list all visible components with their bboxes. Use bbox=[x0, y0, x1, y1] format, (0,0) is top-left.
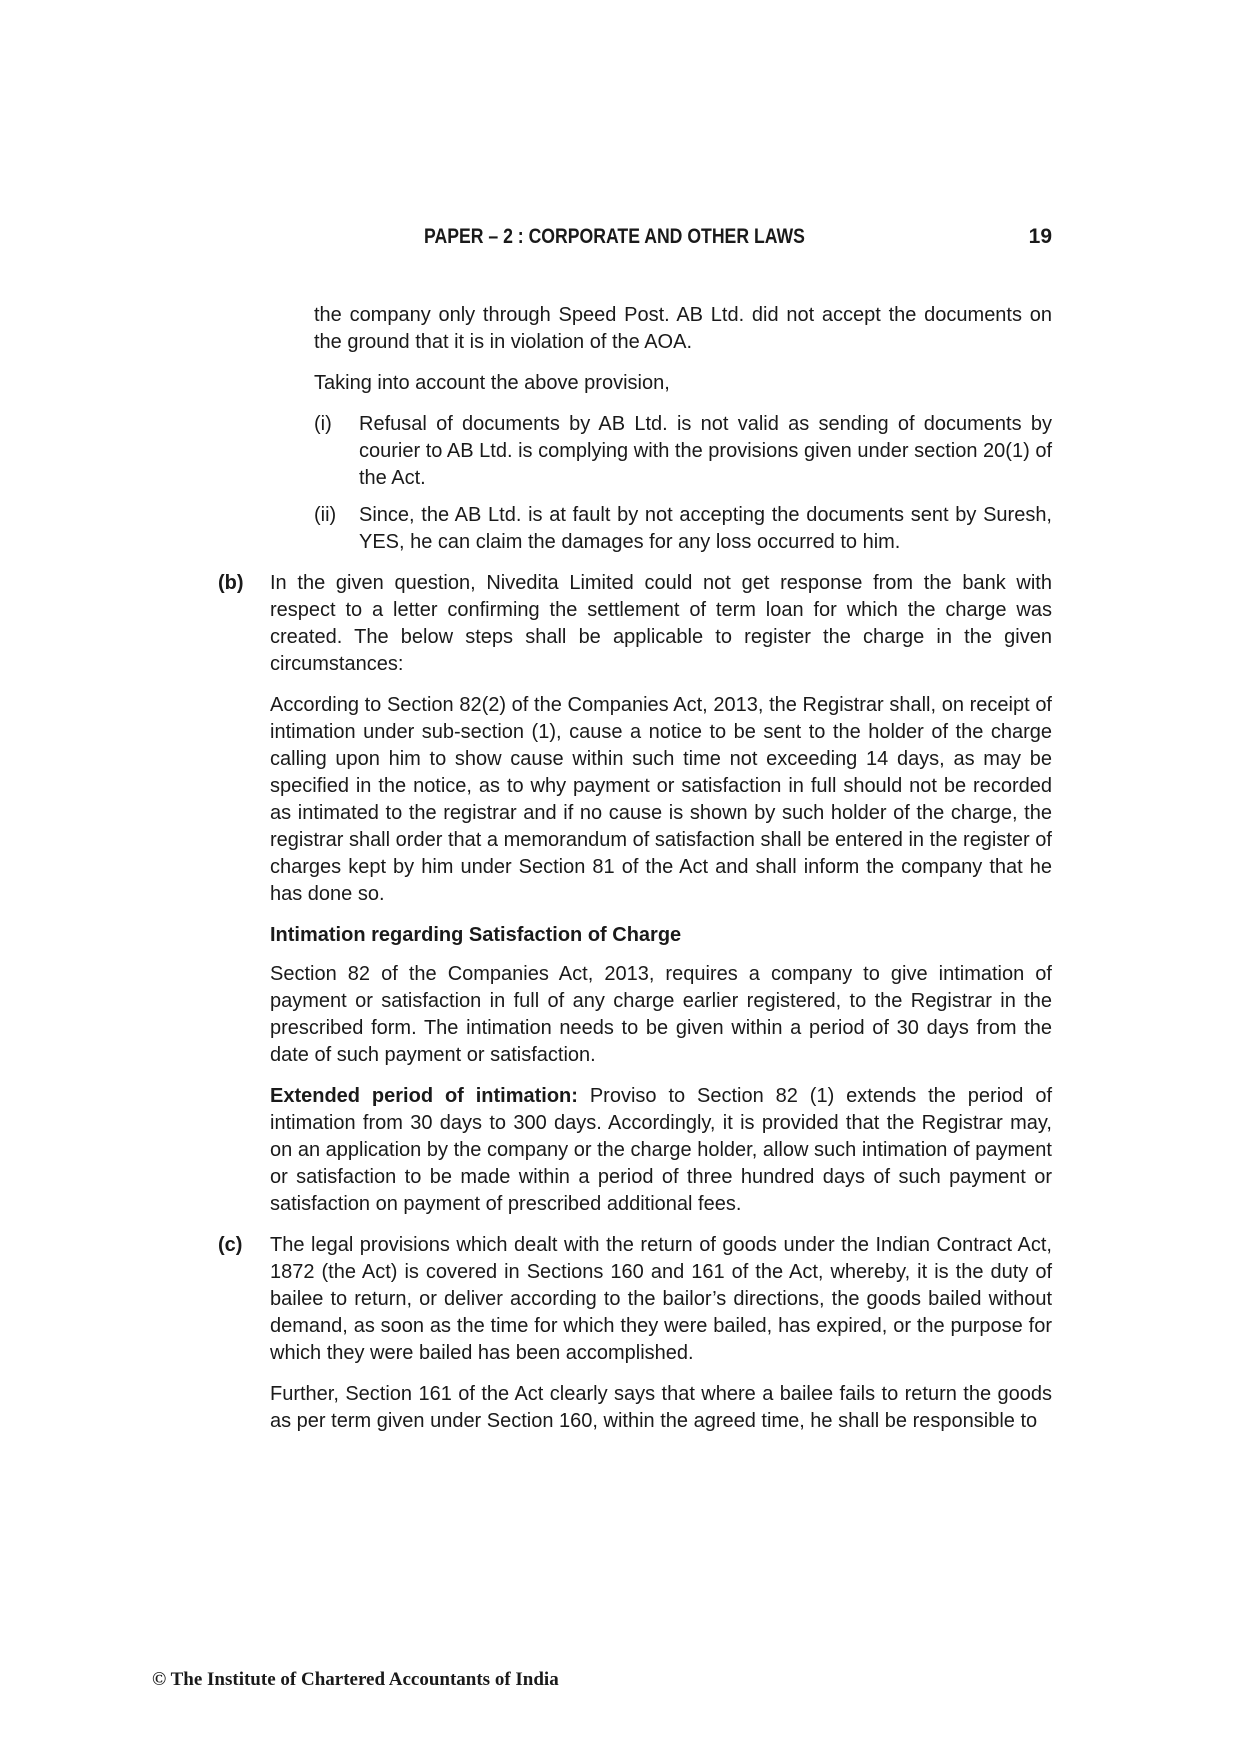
list-marker: (ii) bbox=[314, 504, 337, 526]
copyright-footer: © The Institute of Chartered Accountants of India bbox=[152, 1669, 559, 1690]
list-marker: (i) bbox=[314, 413, 332, 435]
paragraph-bold-lead: Extended period of intimation: bbox=[270, 1085, 578, 1107]
paper-title: PAPER – 2 : CORPORATE AND OTHER LAWS bbox=[424, 225, 805, 248]
section-c-paragraph-2 bbox=[270, 1381, 1052, 1435]
section-c-paragraph-1 bbox=[270, 1232, 1052, 1367]
section-b-paragraph-3 bbox=[270, 961, 1052, 1069]
paragraph-text: According to Section 82(2) of the Companies Act, 2013, the Registrar shall, on receipt of intimation under sub-section (1), cause a notice to be sent to the holder of the charge calling upon him to show cause within such time not exceeding 14 days, as may be specified in the notice, as to why payment or satisfaction in full should not be recorded as intimated to the registrar and if no cause is shown by such holder of the charge, the registrar shall order that a memorandum of satisfaction shall be entered in the register of charges kept by him under Section 81 of the Act and shall inform the company that he has done so. bbox=[270, 694, 1052, 905]
paragraph-text: The legal provisions which dealt with the return of goods under the Indian Contract Act, 1872 (the Act) is covered in Sections 160 and 161 of the Act, whereby, it is the duty of bailee to return, or deliver according to the bailor’s directions, the goods bailed without demand, as soon as the time for which they were bailed, has expired, or the purpose for which they were bailed has been accomplished. bbox=[270, 1234, 1052, 1364]
list-item-text: Since, the AB Ltd. is at fault by not accepting the documents sent by Suresh, YES, he can claim the damages for any loss occurred to him. bbox=[359, 504, 1052, 553]
continuation-paragraph bbox=[314, 302, 1052, 356]
lead-text: Taking into account the above provision, bbox=[314, 372, 670, 394]
section-b-paragraph-4 bbox=[270, 1083, 1052, 1218]
page-number: 19 bbox=[1028, 225, 1052, 248]
paragraph-text: In the given question, Nivedita Limited could not get response from the bank with respect to a letter confirming the settlement of term loan for which the charge was created. The below steps shall be applicable to register the charge in the given circumstances: bbox=[270, 572, 1052, 675]
section-marker: (c) bbox=[218, 1234, 243, 1256]
paragraph-text: Section 82 of the Companies Act, 2013, requires a company to give intimation of payment or satisfaction in full of any charge earlier registered, to the Registrar in the prescribed form. The intimation needs to be given within a period of 30 days from the date of such payment or satisfaction. bbox=[270, 963, 1052, 1066]
paragraph-text: Further, Section 161 of the Act clearly says that where a bailee fails to return the goods as per term given under Section 160, within the agreed time, he shall be responsible to bbox=[270, 1383, 1052, 1432]
section-subheading: Intimation regarding Satisfaction of Charge bbox=[270, 924, 682, 946]
section-b bbox=[218, 570, 1052, 1218]
continuation-text: the company only through Speed Post. AB Ltd. did not accept the documents on the ground that it is in violation of the AOA. bbox=[314, 304, 1052, 353]
section-marker: (b) bbox=[218, 572, 244, 594]
list-item-text: Refusal of documents by AB Ltd. is not valid as sending of documents by courier to AB Ltd. is complying with the provisions given under section 20(1) of the Act. bbox=[359, 413, 1052, 489]
paragraph-text: Proviso to Section 82 (1) extends the period of intimation from 30 days to 300 days. Accordingly, it is provided that the Registrar may, on an application by the company or the charge holder, allow such intimation of payment or satisfaction to be made within a period of three hundred days of such payment or satisfaction on payment of prescribed additional fees. bbox=[270, 1085, 1052, 1215]
page-content bbox=[218, 302, 1052, 1449]
list-item bbox=[314, 502, 1052, 556]
page-header bbox=[424, 224, 1052, 250]
section-b-paragraph-2 bbox=[270, 692, 1052, 908]
section-b-paragraph-1 bbox=[270, 570, 1052, 678]
roman-list bbox=[314, 411, 1052, 556]
list-item bbox=[314, 411, 1052, 492]
section-c bbox=[218, 1232, 1052, 1435]
lead-paragraph bbox=[314, 370, 1052, 397]
